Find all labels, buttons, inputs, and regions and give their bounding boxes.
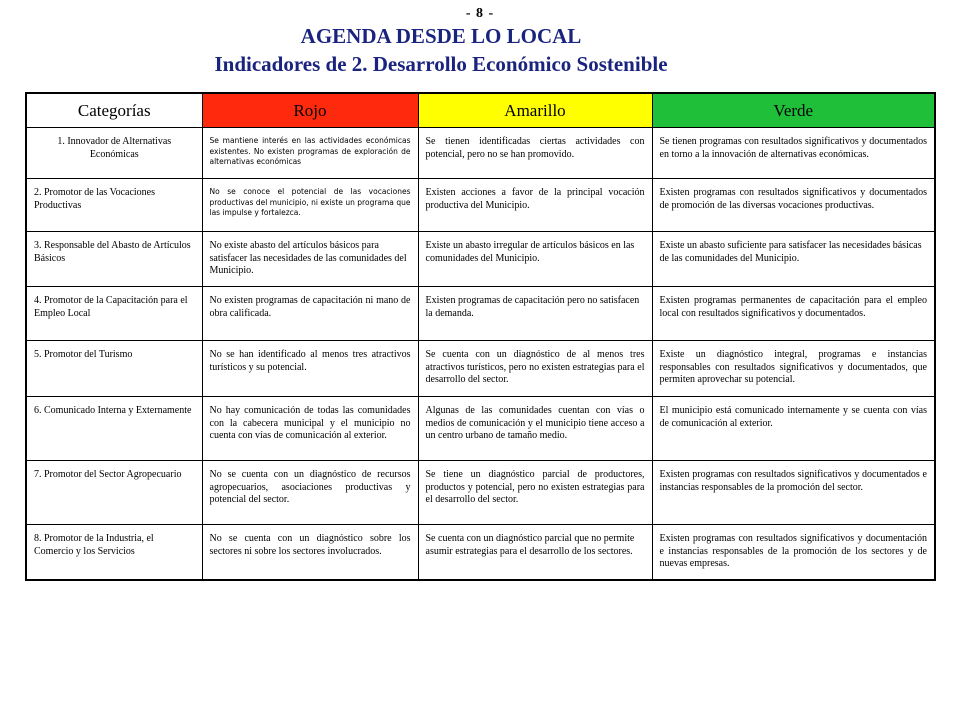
table-row: [26, 461, 935, 525]
cell-rojo: No existe abasto del artículos básicos para satisfacer las necesidades de las comunidades del Municipio.: [202, 232, 418, 287]
cell-verde: Existen programas con resultados significativos y documentados e instancias responsables de la promoción del sector.: [652, 461, 935, 525]
cell-amarillo: Se tiene un diagnóstico parcial de productores, productos y potencial, pero no existen estrategias para el desarrollo del sector.: [418, 461, 652, 525]
header-rojo: Rojo: [202, 93, 418, 128]
cell-categoria: 8. Promotor de la Industria, el Comercio y los Servicios: [26, 525, 202, 580]
table-row: [26, 397, 935, 461]
cell-categoria: 7. Promotor del Sector Agropecuario: [26, 461, 202, 525]
cell-verde: Se tienen programas con resultados significativos y documentados en torno a la innovación de alternativas económicas.: [652, 128, 935, 179]
cell-categoria: 6. Comunicado Interna y Externamente: [26, 397, 202, 461]
cell-rojo: No se han identificado al menos tres atractivos turísticos y su potencial.: [202, 341, 418, 397]
table-row: [26, 232, 935, 287]
cell-amarillo: Se cuenta con un diagnóstico de al menos tres atractivos turísticos, pero no existen estrategias para el desarrollo del sector.: [418, 341, 652, 397]
cell-amarillo: Algunas de las comunidades cuentan con vías o medios de comunicación y el municipio tiene acceso a un centro urbano de tamaño medio.: [418, 397, 652, 461]
page-number: - 8 -: [465, 6, 495, 21]
header-amarillo: Amarillo: [418, 93, 652, 128]
cell-categoria: 5. Promotor del Turismo: [26, 341, 202, 397]
cell-categoria: 4. Promotor de la Capacitación para el Empleo Local: [26, 287, 202, 341]
table-row: [26, 179, 935, 232]
cell-categoria: 1. Innovador de Alternativas Económicas: [26, 128, 202, 179]
cell-verde: El municipio está comunicado internamente y se cuenta con vías de comunicación al exterior.: [652, 397, 935, 461]
cell-amarillo: Se cuenta con un diagnóstico parcial que no permite asumir estrategias para el desarrollo de los sectores.: [418, 525, 652, 580]
cell-verde: Existen programas con resultados significativos y documentados de promoción de las diversas vocaciones productivas.: [652, 179, 935, 232]
cell-amarillo: Existen acciones a favor de la principal vocación productiva del Municipio.: [418, 179, 652, 232]
cell-verde: Existen programas permanentes de capacitación para el empleo local con resultados significativos y documentados.: [652, 287, 935, 341]
header-verde: Verde: [652, 93, 935, 128]
cell-rojo: No se cuenta con un diagnóstico sobre los sectores ni sobre los sectores involucrados.: [202, 525, 418, 580]
cell-rojo: No se cuenta con un diagnóstico de recursos agropecuarios, asociaciones productivas y potencial del sector.: [202, 461, 418, 525]
cell-amarillo: Existen programas de capacitación pero no satisfacen la demanda.: [418, 287, 652, 341]
cell-rojo: No hay comunicación de todas las comunidades con la cabecera municipal y el municipio no cuenta con vías de comunicación al exterior.: [202, 397, 418, 461]
cell-rojo: No existen programas de capacitación ni mano de obra calificada.: [202, 287, 418, 341]
table-row: [26, 341, 935, 397]
cell-categoria: 2. Promotor de las Vocaciones Productivas: [26, 179, 202, 232]
cell-amarillo: Existe un abasto irregular de artículos básicos en las comunidades del Municipio.: [418, 232, 652, 287]
cell-verde: Existe un abasto suficiente para satisfacer las necesidades básicas de las comunidades del Municipio.: [652, 232, 935, 287]
table-row: [26, 287, 935, 341]
cell-verde: Existen programas con resultados significativos y documentación e instancias responsables de la promoción de los sectores y de nuevas empresas.: [652, 525, 935, 580]
cell-rojo: No se conoce el potencial de las vocaciones productivas del municipio, ni existe un programa que las impulse y fortalezca.: [202, 179, 418, 232]
page-subtitle: Indicadores de 2. Desarrollo Económico Sostenible: [214, 52, 668, 76]
table-row: [26, 128, 935, 179]
page-title: AGENDA DESDE LO LOCAL: [300, 24, 582, 48]
cell-rojo: Se mantiene interés en las actividades económicas existentes. No existen programas de exploración de alternativas económicas: [202, 128, 418, 179]
table-header-row: [26, 93, 935, 128]
header-categorias: Categorías: [26, 93, 202, 128]
table-row: [26, 525, 935, 580]
indicators-table: [25, 92, 936, 581]
cell-verde: Existe un diagnóstico integral, programas e instancias responsables con resultados significativos y documentados, que permiten aprovechar su potencial.: [652, 341, 935, 397]
cell-amarillo: Se tienen identificadas ciertas actividades con potencial, pero no se han promovido.: [418, 128, 652, 179]
cell-categoria: 3. Responsable del Abasto de Artículos Básicos: [26, 232, 202, 287]
